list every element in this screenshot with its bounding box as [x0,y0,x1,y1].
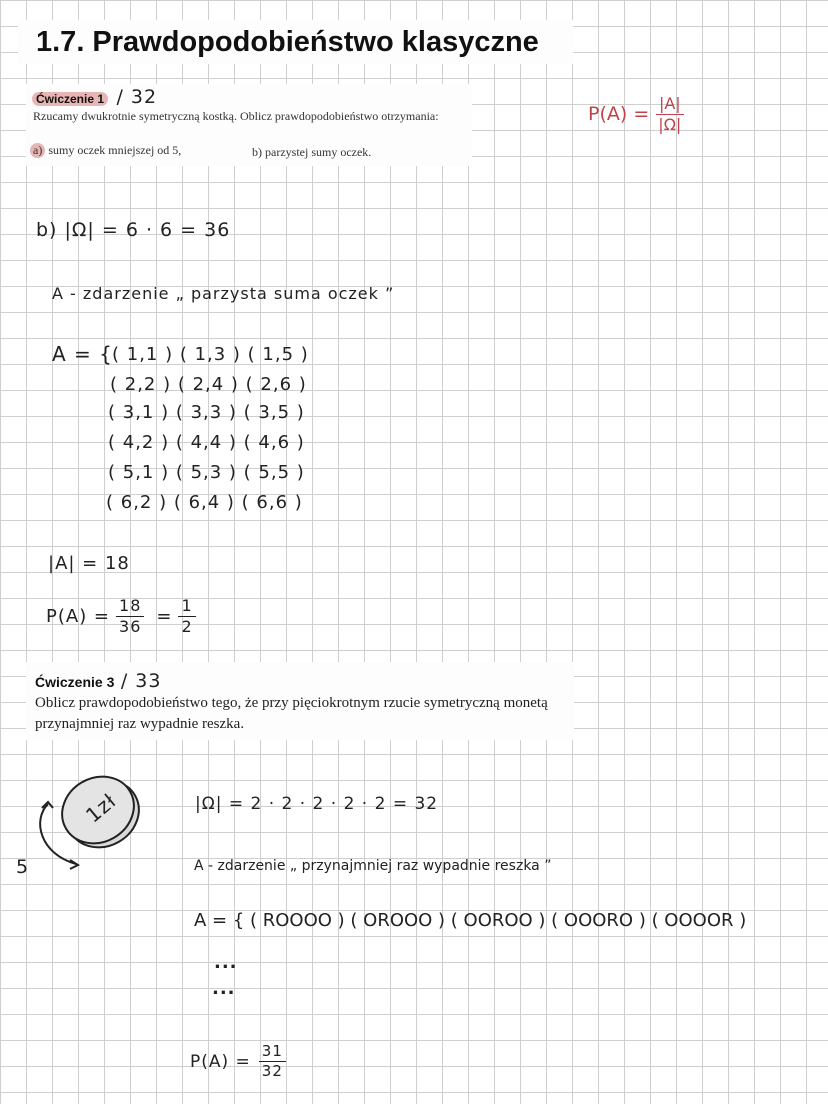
option-b-marker: b) [252,145,262,159]
probability-fraction [259,1044,286,1079]
solution-3-ellipsis: ... [212,978,236,999]
formula-numerator: |A| [656,96,684,115]
coin-text: 1zł [81,788,121,828]
exercise-3-text: Oblicz prawdopodobieństwo tego, że przy pięciokrotnym rzucie symetryczną monetą przynajmniej raz wypadnie reszka. [35,695,548,732]
probability-lhs: P(A) = [46,606,111,627]
solution-3-set: A = { ( ROOOO ) ( OROOO ) ( OOROO ) ( OOORO ) ( OOOOR ) [194,910,747,931]
exercise-3-handwritten-number: / 33 [120,670,162,692]
solution-3-event: A - zdarzenie „ przynajmniej raz wypadnie reszka ” [194,858,552,874]
outcome-row: ( 2,2 ) ( 2,4 ) ( 2,6 ) [110,374,307,395]
solution-1-set-open: A = { [52,342,113,366]
probability-numerator: 18 [116,598,144,617]
option-a-marker: a) [30,143,45,158]
page-title: 1.7. Prawdopodobieństwo klasyczne [36,26,539,58]
option-a-text: sumy oczek mniejszej od 5, [48,143,182,157]
exercise-3-header [35,670,161,692]
probability-result-fraction [178,598,195,635]
exercise-1-text: Rzucamy dwukrotnie symetryczną kostką. Oblicz prawdopodobieństwo otrzymania: [33,109,439,123]
probability-denominator: 36 [119,617,142,636]
probability-formula [588,96,684,133]
outcome-row: ( 6,2 ) ( 6,4 ) ( 6,6 ) [106,492,303,513]
outcome-row: ( 3,1 ) ( 3,3 ) ( 3,5 ) [108,402,305,423]
probability-lhs: P(A) = [190,1051,251,1072]
formula-denominator: |Ω| [658,115,682,134]
result-denominator: 2 [181,617,193,636]
solution-3-probability [190,1044,286,1079]
result-numerator: 1 [178,598,195,617]
outcome-row: ( 4,2 ) ( 4,4 ) ( 4,6 ) [108,432,305,453]
solution-1-probability [46,598,196,635]
exercise-1-option-b [252,145,371,160]
option-b-text: parzystej sumy oczek. [265,145,372,159]
solution-3-ellipsis: ... [214,952,238,973]
probability-fraction [116,598,144,635]
formula-fraction [655,96,684,133]
outcome-row: ( 5,1 ) ( 5,3 ) ( 5,5 ) [108,462,305,483]
solution-1-omega: b) |Ω| = 6 · 6 = 36 [36,219,231,241]
exercise-3-label: Ćwiczenie 3 [35,674,115,690]
probability-denominator: 32 [261,1062,283,1080]
solution-1-count: |A| = 18 [48,553,130,574]
arrow-head-icon [70,860,78,869]
coin-throw-count: 5 [16,856,30,878]
solution-1-event: A - zdarzenie „ parzysta suma oczek ” [52,284,395,303]
probability-numerator: 31 [259,1044,286,1062]
exercise-1-header [32,86,157,108]
exercise-1-handwritten-number: / 32 [116,86,158,108]
exercise-1-label: Ćwiczenie 1 [32,92,108,106]
exercise-1-option-a [30,143,181,158]
solution-3-omega: |Ω| = 2 · 2 · 2 · 2 · 2 = 32 [195,794,439,814]
formula-lhs: P(A) = [588,103,650,125]
coin-illustration [26,770,156,880]
outcome-row: ( 1,1 ) ( 1,3 ) ( 1,5 ) [112,344,309,365]
probability-equals: = [156,606,173,627]
